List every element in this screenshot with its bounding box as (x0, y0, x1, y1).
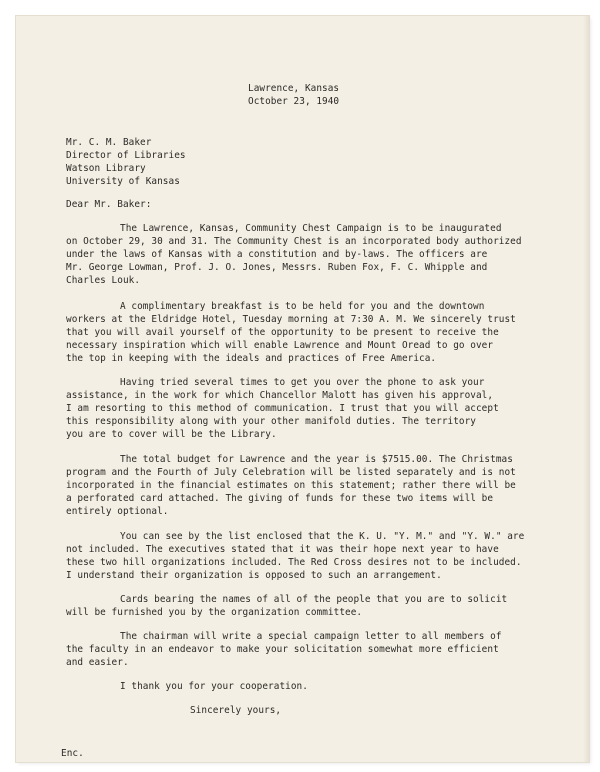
paragraph-line: workers at the Eldridge Hotel, Tuesday morning at 7:30 A. M. We sincerely trust (66, 314, 516, 325)
paragraph-line: The chairman will write a special campaign letter to all members of (120, 631, 502, 642)
paragraph-line: entirely optional. (66, 506, 169, 517)
dateline-place: Lawrence, Kansas (248, 83, 340, 94)
paragraph-line: the top in keeping with the ideals and practices of Free America. (66, 353, 437, 364)
complimentary-close: Sincerely yours, (190, 705, 282, 716)
paragraph-line: on October 29, 30 and 31. The Community Chest is an incorporated body authorized (66, 236, 522, 247)
paragraph-line: and easier. (66, 657, 129, 668)
paragraph-line: a perforated card attached. The giving of funds for these two items will be (66, 493, 494, 504)
paragraph-line: these two hill organizations included. The Red Cross desires not to be included. (66, 557, 522, 568)
paragraph-line: necessary inspiration which will enable Lawrence and Mount Oread to go over (66, 340, 494, 351)
paragraph-line: assistance, in the work for which Chancellor Malott has given his approval, (66, 390, 494, 401)
recipient-institution: University of Kansas (66, 176, 180, 187)
recipient-building: Watson Library (66, 163, 146, 174)
letter-page (16, 16, 589, 762)
paragraph-line: I thank you for your cooperation. (120, 681, 308, 692)
paragraph-line: I am resorting to this method of communication. I trust that you will accept (66, 403, 499, 414)
paragraph-line: program and the Fourth of July Celebration will be listed separately and is not (66, 467, 516, 478)
salutation: Dear Mr. Baker: (66, 199, 152, 210)
paragraph-line: You can see by the list enclosed that the K. U. "Y. M." and "Y. W." are (120, 531, 525, 542)
paragraph-line: under the laws of Kansas with a constitution and by-laws. The officers are (66, 249, 488, 260)
paragraph-line: The Lawrence, Kansas, Community Chest Campaign is to be inaugurated (120, 223, 502, 234)
paragraph-line: Cards bearing the names of all of the people that you are to solicit (120, 594, 508, 605)
paragraph-line: A complimentary breakfast is to be held for you and the downtown (120, 301, 485, 312)
paragraph-line: will be furnished you by the organization committee. (66, 607, 363, 618)
enclosure-notation: Enc. (61, 748, 84, 759)
paragraph-line: you are to cover will be the Library. (66, 429, 277, 440)
paragraph-line: the faculty in an endeavor to make your solicitation somewhat more efficient (66, 644, 499, 655)
recipient-name: Mr. C. M. Baker (66, 137, 152, 148)
dateline-date: October 23, 1940 (248, 96, 340, 107)
paragraph-line: I understand their organization is opposed to such an arrangement. (66, 570, 442, 581)
paragraph-line: not included. The executives stated that it was their hope next year to have (66, 544, 499, 555)
paragraph-line: Charles Louk. (66, 275, 141, 286)
paragraph-line: Having tried several times to get you over the phone to ask your (120, 377, 485, 388)
letter-body (16, 16, 589, 762)
paragraph-line: The total budget for Lawrence and the year is $7515.00. The Christmas (120, 454, 513, 465)
paragraph-line: that you will avail yourself of the opportunity to be present to receive the (66, 327, 499, 338)
recipient-title: Director of Libraries (66, 150, 186, 161)
paragraph-line: Mr. George Lowman, Prof. J. O. Jones, Messrs. Ruben Fox, F. C. Whipple and (66, 262, 488, 273)
paragraph-line: incorporated in the financial estimates on this statement; rather there will be (66, 480, 516, 491)
paragraph-line: this responsibility along with your other manifold duties. The territory (66, 416, 476, 427)
